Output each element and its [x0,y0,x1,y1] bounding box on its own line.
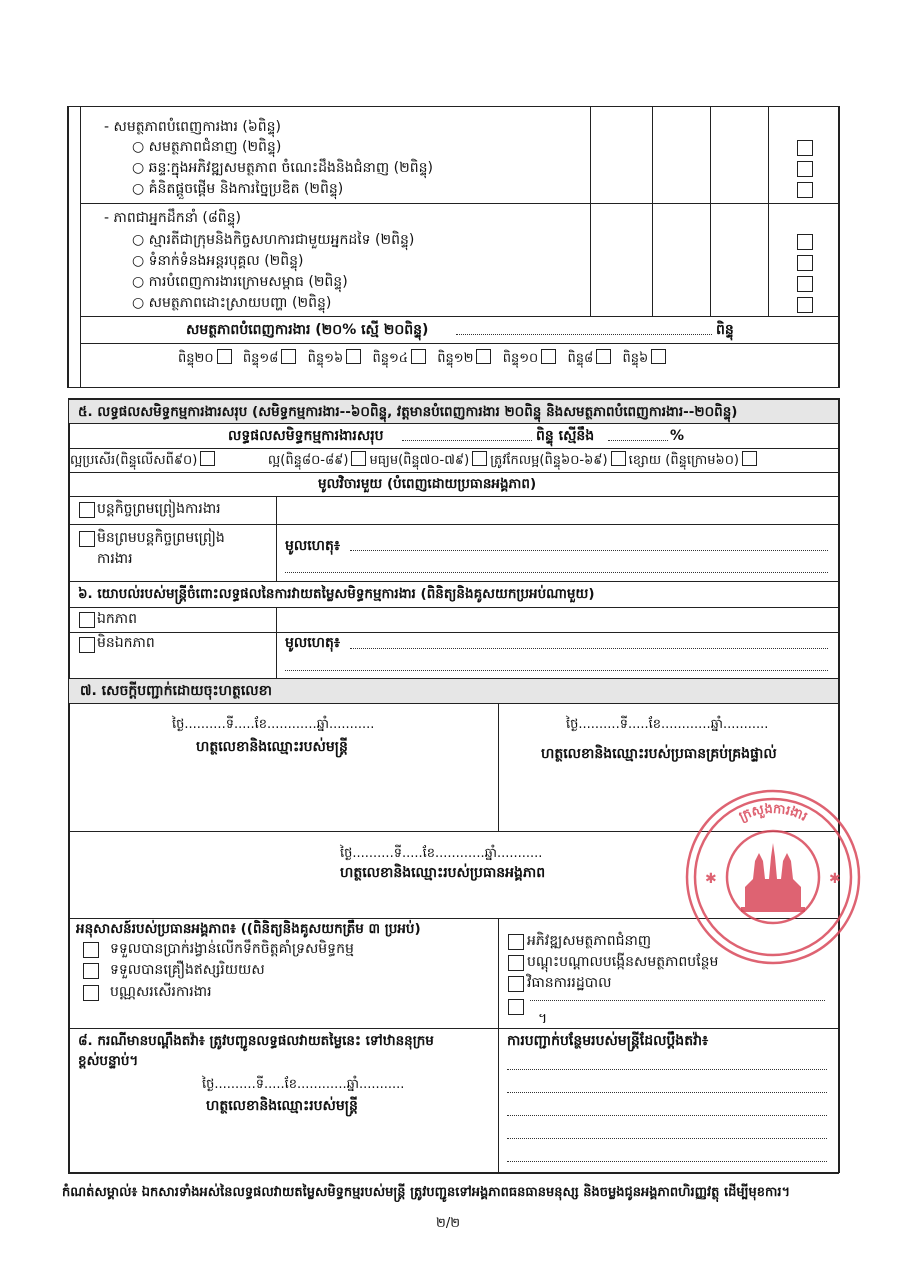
complaint-note-line[interactable] [507,1161,827,1162]
section-8-title-2: ខ្ពស់បន្ទាប់។ [78,1053,139,1069]
stamp-text: ក្រសួងការងារ [736,801,810,825]
decision-header: មូលវិចារមួយ (បំពេញដោយប្រធានអង្គភាព) [318,476,537,492]
official-signature-label: ហត្ថលេខានិងឈ្មោះរបស់មន្ត្រី [196,739,348,755]
training-label: បណ្តុះបណ្តាលបង្កើនសមត្ថភាពបន្ថែម [527,954,719,970]
official-signature-label: ហត្ថលេខានិងឈ្មោះរបស់មន្ត្រី [206,1098,358,1114]
leadership-item: ○ ស្មារតីជាក្រុមនិងកិច្ចសហការជាមួយអ្នកដទៃ (២ពិន្ទុ) [132,232,415,248]
leadership-item: ○ សមត្ថភាពដោះស្រាយបញ្ហា (២ពិន្ទុ) [132,295,332,311]
other-end: ។ [538,1011,548,1027]
continue-contract-label: បន្តកិច្ចព្រមព្រៀងការងារ [97,501,221,517]
total-score-field[interactable] [402,440,532,441]
complaint-note-line[interactable] [507,1115,827,1116]
section-7-title: ៧. សេចក្តីបញ្ជាក់ដោយចុះហត្ថលេខា [80,683,272,699]
disagree-checkbox[interactable] [79,637,95,653]
medal-checkbox[interactable] [83,963,99,979]
other-checkbox[interactable] [508,999,524,1015]
complaint-note-title: ការបញ្ជាក់បន្ថែមរបស់មន្ត្រីដែលប្តឹងតវ៉ា៖ [507,1033,709,1049]
leadership-item: ○ ទំនាក់ទំនងអន្តរបុគ្គល (២ពិន្ទុ) [132,253,304,269]
reason-field-2[interactable] [285,572,828,573]
leadership-heading: - ភាពជាអ្នកដឹកនាំ (៨ពិន្ទុ) [104,210,241,226]
date-line: ថ្ងៃ..........ទី.....ខែ............ឆ្នាំ........... [566,717,769,732]
skill-development-checkbox[interactable] [508,934,524,950]
competency-item: ○ ឆន្ទៈក្នុងអភិវឌ្ឍសមត្ថភាព ចំណេះដឹងនិងជំនាញ (២ពិន្ទុ) [132,160,433,176]
terminate-contract-label-2: ការងារ [97,551,133,567]
points-checkbox[interactable] [651,349,666,364]
reason-label: មូលហេតុ៖ [285,538,341,554]
reason-field[interactable] [350,648,828,649]
competency-item: ○ គំនិតផ្តួចផ្តើម និងការច្នៃប្រឌិត (២ពិន្ទុ) [132,181,344,197]
supervisor-signature-label: ហត្ថលេខានិងឈ្មោះរបស់ប្រធានគ្រប់គ្រងផ្ទាល់ [541,746,777,762]
total-percent-field[interactable] [608,440,668,441]
date-line: ថ្ងៃ..........ទី.....ខែ............ឆ្នាំ........... [172,717,375,732]
competency-heading: - សមត្ថភាពបំពេញការងារ (៦ពិន្ទុ) [104,119,281,135]
grade-checkbox[interactable] [742,451,757,466]
points-checkbox[interactable] [541,349,556,364]
section-8-title: ៨. ករណីមានបណ្តឹងតវ៉ា៖ ត្រូវបញ្ជូនលទ្ធផលវាយតម្លៃនេះ ទៅឋាននុក្រម [78,1033,434,1049]
leadership-item: ○ ការបំពេញការងារក្រោមសម្ពាធ (២ពិន្ទុ) [132,274,348,290]
grade-checkbox[interactable] [611,451,626,466]
total-result-mid: ពិន្ទុ ស្មើនឹង [536,428,595,444]
score-checkbox[interactable] [797,140,813,156]
grade-checkbox[interactable] [351,451,366,466]
date-line: ថ្ងៃ..........ទី.....ខែ............ឆ្នាំ........... [202,1077,405,1092]
grade-row: ល្អប្រសើរ(ពិន្ទុលើសពី៩០) ល្អ(ពិន្ទុ៨០-៨៩) មធ្យម(ពិន្ទុ៧០-៧៩) ត្រូវកែលម្អ(ពិន្ទុ៦០-៦៩) ខ្សោយ (ពិន្ទុក្រោម៦០) [70,451,760,470]
points-checkbox[interactable] [346,349,361,364]
reward-label: ទទួលបានប្រាក់រង្វាន់លើកទឹកចិត្តគាំទ្រសមិទ្ធកម្ម [110,941,354,957]
total-result-percent: % [670,428,685,444]
competency-item: ○ សមត្ថភាពជំនាញ (២ពិន្ទុ) [132,139,282,155]
total-result-label: លទ្ធផលសមិទ្ធកម្មការងារសរុប [228,428,384,444]
skill-development-label: អភិវឌ្ឍសមត្ថភាពជំនាញ [527,933,652,949]
section-5-title: ៥. លទ្ធផលសមិទ្ធកម្មការងារសរុប (សមិទ្ធកម្មការងារ--៦០ពិន្ទុ, វត្តមានបំពេញការងារ ២០ពិន្ទុ និងសមត្ថភាពបំពេញការងារ--២០ពិន្ទុ) [78,404,738,420]
points-checkbox[interactable] [281,349,296,364]
grade-checkbox[interactable] [200,451,215,466]
complaint-note-line[interactable] [507,1138,827,1139]
official-stamp [683,787,863,967]
points-checkbox[interactable] [217,349,232,364]
continue-contract-checkbox[interactable] [79,502,95,518]
medal-label: ទទួលបានគ្រឿងឥស្សរិយយស [110,962,265,978]
section-6-title: ៦. យោបល់របស់មន្ត្រីចំពោះលទ្ធផលនៃការវាយតម្លៃសមិទ្ធកម្មការងារ (ពិនិត្យនិងគូសយកប្រអប់ណាមួយ) [78,586,595,602]
points-checkbox[interactable] [476,349,491,364]
points-checkbox[interactable] [596,349,611,364]
commendation-checkbox[interactable] [83,985,99,1001]
admin-measure-checkbox[interactable] [508,976,524,992]
date-line: ថ្ងៃ..........ទី.....ខែ............ឆ្នាំ........... [340,846,543,861]
reward-checkbox[interactable] [83,942,99,958]
terminate-contract-label: មិនព្រមបន្តកិច្ចព្រមព្រៀង [97,530,225,546]
page-number: ២/២ [436,1216,461,1231]
grade-checkbox[interactable] [472,451,487,466]
svg-text:✱: ✱ [829,871,841,887]
footnote: កំណត់សម្គាល់៖ ឯកសារទាំងអស់នៃលទ្ធផលវាយតម្លៃសមិទ្ធកម្មរបស់មន្ត្រី ត្រូវបញ្ជូនទៅអង្គភាពធនធានមនុស្ស និងចម្លងជូនអង្គភាពហិរញ្ញវត្ថុ ដើម្បីមុខការ។ [62,1185,791,1200]
points-row: ពិន្ទុ២០ ពិន្ទុ១៨ ពិន្ទុ១៦ ពិន្ទុ១៤ ពិន្ទុ១២ ពិន្ទុ១០ ពិន្ទុ៨ ពិន្ទុ៦ [178,349,669,368]
reason-field-2[interactable] [285,670,828,671]
agree-checkbox[interactable] [79,612,95,628]
terminate-contract-checkbox[interactable] [79,531,95,547]
complaint-note-line[interactable] [507,1069,827,1070]
commendation-label: បណ្ណសរសើរការងារ [110,984,212,1000]
score-checkbox[interactable] [797,234,813,250]
agree-label: ឯកភាព [97,611,137,627]
recommendation-title: អនុសាសន៍របស់ប្រធានអង្គភាព៖ ((ពិនិត្យនិងគូសយកត្រឹម ៣ ប្រអប់) [76,921,421,937]
other-field[interactable] [530,1000,825,1001]
training-checkbox[interactable] [508,955,524,971]
disagree-label: មិនឯកភាព [97,635,155,651]
score-checkbox[interactable] [797,297,813,313]
points-checkbox[interactable] [411,349,426,364]
work-total-suffix: ពិន្ទុ [716,322,734,338]
work-total-field[interactable] [456,334,712,335]
score-checkbox[interactable] [797,276,813,292]
reason-field[interactable] [350,550,828,551]
admin-measure-label: វិធានការរដ្ឋបាល [527,975,612,991]
score-checkbox[interactable] [797,255,813,271]
score-checkbox[interactable] [797,182,813,198]
head-signature-label: ហត្ថលេខានិងឈ្មោះរបស់ប្រធានអង្គភាព [340,865,546,881]
reason-label: មូលហេតុ៖ [285,635,341,651]
complaint-note-line[interactable] [507,1092,827,1093]
svg-text:✱: ✱ [705,871,717,887]
work-total-label: សមត្ថភាពបំពេញការងារ (២០% ស្មើ ២០ពិន្ទុ) [186,322,429,338]
svg-text:ក្រសួងការងារ [737,802,810,825]
score-checkbox[interactable] [797,161,813,177]
